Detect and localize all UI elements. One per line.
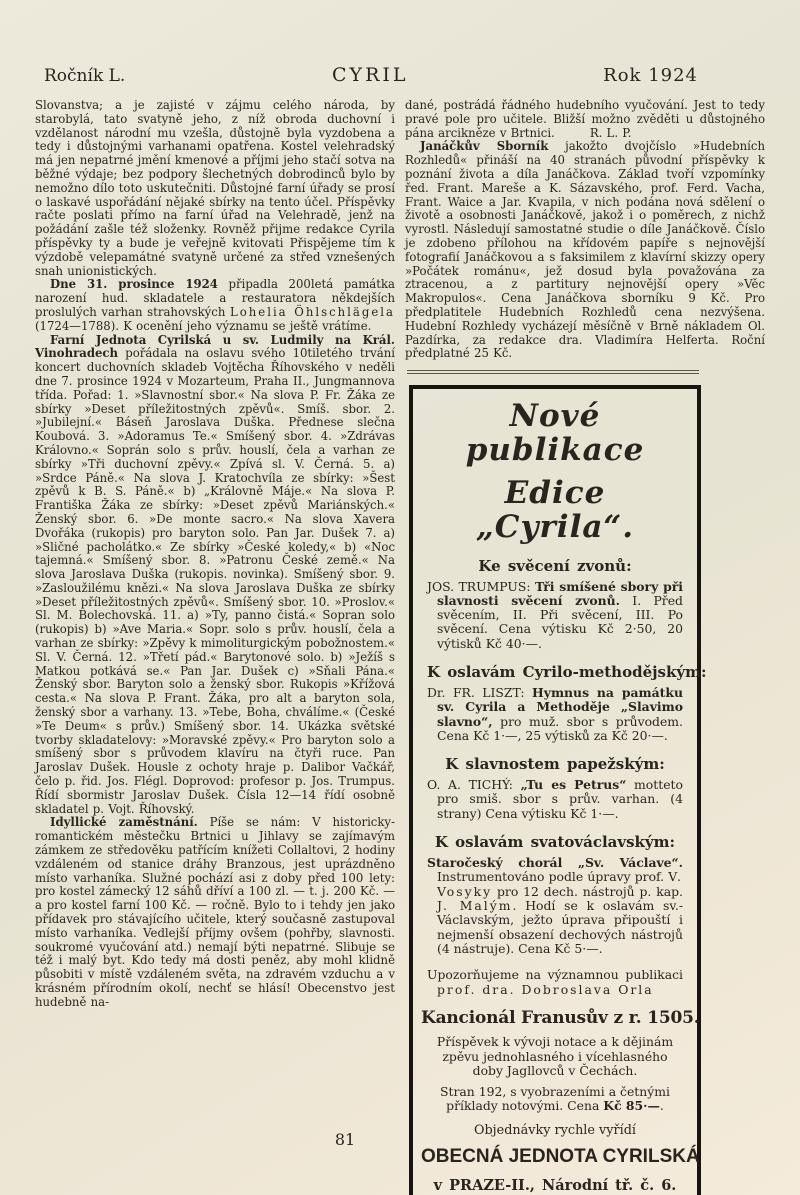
bold-text-run: Staročeský chorál „Sv. Václave“. (427, 855, 683, 871)
text-run: O. A. TICHÝ: (427, 777, 521, 793)
publication-section (427, 833, 683, 956)
text-run: pro muž. sbor s průvodem. Cena Kč 1·—, 25 výtisků za Kč 20·—. (437, 713, 683, 743)
paragraph (405, 140, 765, 361)
bold-text-run: Idyllické zaměstnání. (50, 815, 198, 830)
text-run: Píše se nám: V historicky-romantickém městečku Brtnici u Jihlavy se zajímavým zámkem ze středověku patřícím knížeti Collaltovi, 2 hodiny vzdáleném od stanice dráhy Branzous, jest uprázdněno místo varhaníka. Služné pochází asi z doby před 100 lety: pro kostel zámecký 12 sáhů dříví a 100 zl. — t. j. 200 Kč. — a pro kostel farní 100 Kč. — ročně. Bylo to i tehdy jen jako přídavek pro stávajícího učitele, který současně zastupoval místo varhaníka. Vedlejší příjmy ovšem (pohřby, slavnosti. soukromé vyučování atd.) nemají býti nepatrné. Slibuje se též i malý byt. Kdo tedy má dosti peněz, aby mohl klidně působiti v místě vzdáleném světa, na zdravém vzduchu a v krásném přírodním okolí, nechť se hlásí! Obecenstvo jest hudebně na- (35, 815, 395, 1009)
page-number: 81 (334, 1130, 356, 1149)
section-heading: Ke svěcení zvonů: (478, 556, 632, 575)
text-run: I. Před svěcením, II. Při svěcení, III. Po svěcení. Cena výtisku Kč 2·50, 20 výtisků Kč 40·—. (437, 592, 683, 651)
bold-text-run: Farní Jednota Cyrilská u sv. Ludmily na Král. Vinohradech (35, 332, 395, 361)
paragraph (35, 816, 395, 1009)
publication-note (427, 968, 683, 997)
paragraph (35, 99, 395, 278)
paragraph (35, 278, 395, 333)
bold-text-run: „Tu es Petrus“ (520, 777, 627, 793)
section-heading: K slavnostem papežským: (445, 755, 665, 774)
publication-item (427, 580, 683, 651)
publication-section (427, 755, 683, 821)
bold-text-run: Janáčkův Sborník (420, 139, 549, 154)
text-run: . Hodí se k oslavám sv.-Václavským, ježto úprava připouští i nejmenší obsazení dechových nástrojů (4 nástruje). Cena Kč 5·—. (437, 897, 684, 956)
section-divider (407, 370, 699, 374)
text-run: připadla 200letá památka narození hud. skladatele a restauratora někdejších proslulých varhan strahovských (35, 277, 395, 319)
text-run: Upozorňujeme na významnou publikaci (427, 967, 683, 983)
journal-title: CYRIL (332, 64, 409, 86)
bold-text-run: Hymnus na památku sv. Cyrila a Methoděje „Slavimo slavno“, (437, 685, 683, 729)
left-column (35, 99, 395, 1195)
publisher-name: OBECNÁ JEDNOTA CYRILSKÁ (421, 1146, 700, 1168)
text-run: jakožto dvojčíslo »Hudebních Rozhledů« přináší na 40 stranách původní příspěvky k poznání života a díla Janáčkova. Základ tvoří vzpomínky řed. Frant. Mareše a K. Sázavského, prof. Ferd. Vacha, Frant. Waice a Jar. Kvapila, v nich podána nová sdělení o životě a osobnosti Janáčkově, jakož i o poměrech, z nichž vyrostl. Následují samostatné studie o díle Janáčkově. Číslo je zdobeno přílohou na křídovém papíře s nejnovější fotografií Janáčkovou a s faksimilem z klavírní skizzy opery »Počátek románu«, jež dosud byla považována za ztracenou, a z partitury nejnovější opery »Věc Makropulos«. Cena Janáčkova sborníku 9 Kč. Pro předplatitele Hudebních Rozhledů cena nezvýšena. Hudební Rozhledy vycházejí měsíčně v Brně nákladem Ol. Pazdírka, za redakce dra. Vladimíra Helferta. Roční předplatné 25 Kč. (405, 139, 765, 361)
page-header (0, 0, 800, 86)
text-run: . (659, 1097, 664, 1113)
publications-box-title-line1: Nové publikace (465, 398, 645, 469)
text-run: dané, postrádá řádného hudebního vyučování. Jest to tedy pravé pole pro učitele. Bližší možno zvěděti u důstojného pána arcikněze v Brtnici. R. L. P. (405, 98, 765, 140)
text-run: Slovanstva; a je zajisté v zájmu celého národa, by starobylá, tato svatyně jeho, z níž obroda duchovní i vzdělanost národní mu vzešla, důstojně byla vyzdobena a tedy i důstojnými varhanami opatřena. Kostel velehradský má jen nepatrné jmění kmenové a příjmi jeho stačí sotva na běžné výdaje; bez podpory šlechetných dobrodinců bylo by nemožno dílo toto uskutečniti. Důstojné farní úřady se prosí o laskavé uspořádání nějaké sbírky na tento účel. Příspěvky račte poslati přímo na farní úřad na Velehradě, jenž na požádání zašle též složenky. Rovněž přijme redakce Cyrila příspěvky ty a bude je veřejně kvitovati Přispějeme tím k výzdobě velepamátné svatyně určené za střed vznešených snah unionistických. (35, 98, 395, 278)
right-column-text (405, 99, 765, 361)
spaced-text-run: prof. dra. Dobroslava Orla (437, 981, 654, 997)
text-run: motteto pro smiš. sbor s prův. varhan. (4 strany) Cena výtisku Kč 1·—. (437, 777, 683, 821)
text-run: Instrumentováno podle úpravy prof. (437, 869, 669, 885)
bold-text-run: Kč 85·— (603, 1097, 660, 1113)
kancional-heading: Kancionál Franusův z r. 1505. (421, 1008, 700, 1029)
text-run: pořádala na oslavu svého 10tiletého trvání koncert duchovních skladeb Vojtěcha Říhovského v neděli dne 7. prosince 1924 v Mozarteum, Praha II., Jungmannova třída. Pořad: 1. »Slavnostní sbor.« Na slova P. Fr. Žáka ze sbírky »Deset příležitostných zpěvů«. Smíš. sbor. 2. »Jubilejní.« Báseň Jaroslava Duška. Přednese slečna Koubová. 3. »Adoramus Te.« Smíšený sbor. 4. »Zdrávas Královno.« Soprán solo s prův. houslí, čela a varhan ze sbírky »Tři duchovní zpěvy.« Zpívá sl. V. Černá. 5. a) »Srdce Páně.« Na slova J. Kratochvíla ze sbírky: »Šest zpěvů k B. S. Páně.« b) „Královně Máje.« Na slova P. Františka Žáka ze sbírky: »Deset zpěvů Mariánských.« Ženský sbor. 6. »De monte sacro.« Na slova Xavera Dvořáka (rukopis) pro baryton solo. Pan Jar. Dušek 7. a) »Sličné pacholátko.« Ze sbírky »České koledy,« b) «Noc tajemná.« Smíšený sbor. 8. »Patronu České země.« Na slova Jaroslava Duška (rukopis. novinka). Smíšený sbor. 9. »Zasloužilému knězi.« Na slova Jaroslava Duška ze sbírky »Deset příležitostných zpěvů«. Smíšený sbor. 10. »Proslov.« Sl. M. Bolechovská. 11. a) »Ty, panno čistá.« Sopran solo (rukopis) b) »Ave Maria.« Sopr. solo s prův. houslí, čela a varhan ze sbírky: »Zpěvy k mimoliturgickým pobožnostem.« Sl. V. Černá. 12. »Třetí pád.« Barytonové solo. b) »Ježíš s Matkou potkává se.« Pan Jar. Dušek c) »Sňali Pána.« Ženský sbor. Baryton solo a ženský sbor. Rukopis »Křížová cesta.« Na slova P. Frant. Žáka, pro alt a baryton sola, ženský sbor a varhany. 13. »Tebe, Boha, chválíme.« (České »Te Deum« s prův.) Smíšený sbor. 14. Ukázka světské tvorby skladatelovy: »Moravské zpěvy.« Pro baryton solo a smíšený sbor s průvodem klavíru na čtyři ruce. Pan Jaroslav Dušek. Housle z ochoty hraje p. Dalibor Vačkář, čelo p. řid. Jos. Flégl. Doprovod: profesor p. Jos. Trumpus. Řídí sbormistr Jaroslav Dušek. Čísla 12—14 řídí osobně skladatel p. Vojt. Říhovský. (35, 346, 396, 816)
publisher-address: v PRAZE-II., Národní tř. č. 6. (433, 1177, 677, 1195)
text-run: pro 12 dech. nástrojů p. kap. (492, 883, 683, 899)
year-label: Rok 1924 (603, 65, 698, 86)
spaced-text-run: V. Vosyky (437, 869, 683, 899)
publications-box (409, 385, 707, 1195)
publication-item (427, 856, 683, 956)
section-heading: K oslavám svatováclavským: (434, 833, 676, 852)
paragraph (405, 99, 765, 140)
text-columns (0, 99, 800, 1195)
right-column (405, 99, 765, 1195)
section-heading: K oslavám Cyrilo-methodějským: (427, 663, 707, 681)
text-run: Stran 192, s vyobrazeními a četnými příklady notovými. Cena (440, 1083, 670, 1113)
spaced-text-run: Lohelia Öhlschlägela (229, 304, 395, 319)
volume-label: Ročník L. (44, 66, 126, 86)
publication-item (427, 686, 683, 743)
bold-text-run: Tři smíšené sbory při slavnosti svěcení zvonů. (437, 578, 683, 608)
order-note: Objednávky rychle vyřídí (473, 1123, 636, 1139)
publication-section (427, 557, 683, 651)
publication-item (427, 778, 683, 821)
publications-sections (427, 556, 707, 957)
kancional-subtitle: Příspěvek k vývoji notace a k dějinám zpěvu jednohlasného i vícehlasného doby Jagllovců v Čechách. (436, 1034, 674, 1079)
publications-box-title-line2: Edice „Cyrila“. (475, 475, 635, 546)
text-run: (1724—1788). K ocenění jeho významu se ještě vrátíme. (35, 318, 372, 333)
text-run: JOS. TRUMPUS: (427, 578, 535, 594)
bold-text-run: Dne 31. prosince 1924 (50, 277, 218, 292)
paragraph (35, 334, 395, 817)
kancional-details (427, 1085, 683, 1114)
publication-section (427, 663, 707, 743)
text-run: Dr. FR. LISZT: (427, 685, 533, 700)
spaced-text-run: J. Malým (437, 897, 513, 913)
